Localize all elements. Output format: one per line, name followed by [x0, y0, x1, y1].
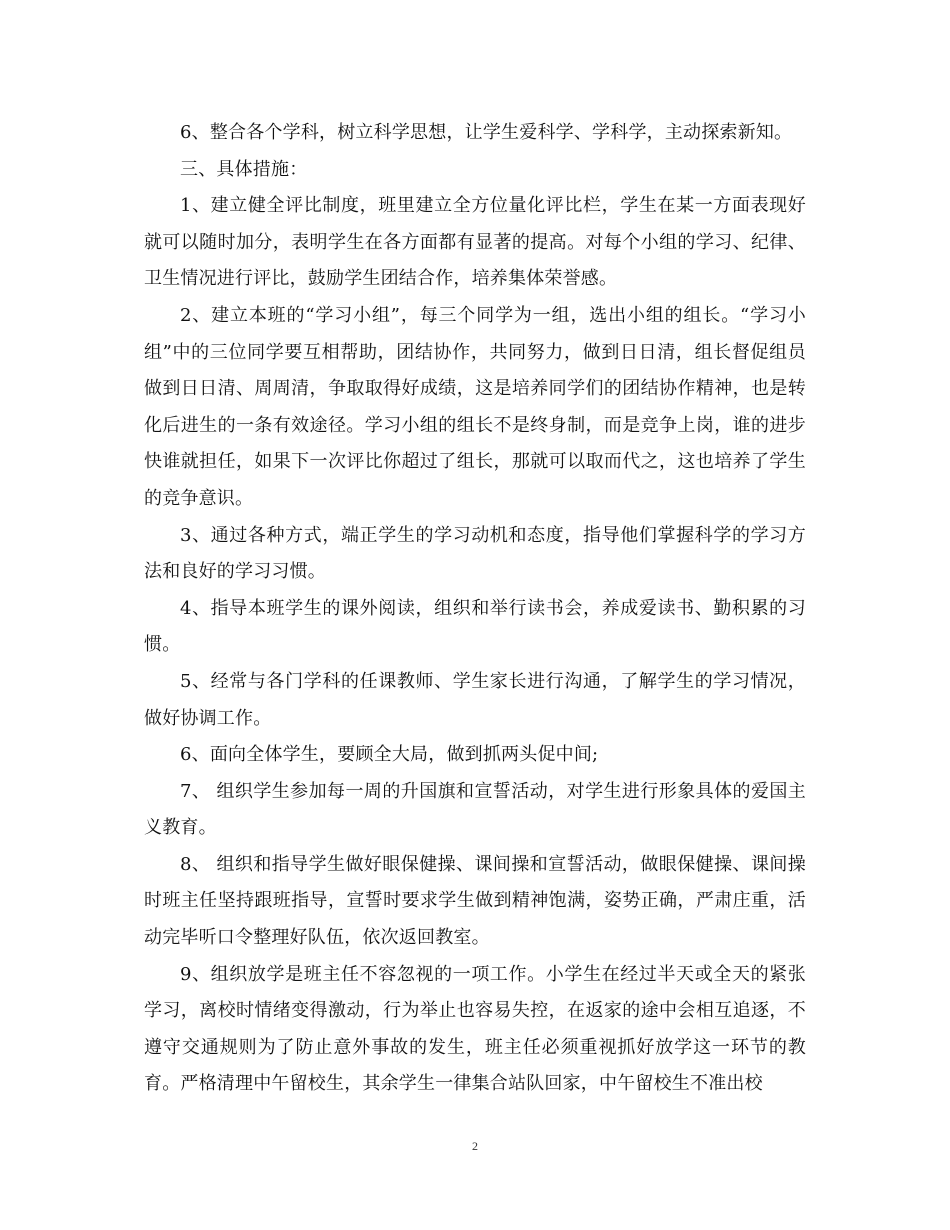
paragraph-measure-9: 9、组织放学是班主任不容忽视的一项工作。小学生在经过半天或全天的紧张学习，离校时情绪变得激动，行为举止也容易失控，在返家的途中会相互追逐，不遵守交通规则为了防止意外事故的发生，班主任必须重视抓好放学这一环节的教育。严格清理中午留校生，其余学生一律集合站队回家，中午留校生不准出校 — [144, 963, 806, 1095]
paragraph-measure-2: 2、建立本班的“学习小组”，每三个同学为一组，选出小组的组长。“学习小组”中的三位同学要互相帮助，团结协作，共同努力，做到日日清，组长督促组员做到日日清、周周清，争取取得好成绩，这是培养同学们的团结协作精神，也是转化后进生的一条有效途径。学习小组的组长不是终身制，而是竞争上岗，谁的进步快谁就担任，如果下一次评比你超过了组长，那就可以取而代之，这也培养了学生的竞争意识。 — [144, 304, 806, 509]
paragraph-measure-4: 4、指导本班学生的课外阅读，组织和举行读书会，养成爱读书、勤积累的习惯。 — [144, 597, 806, 656]
paragraph-measure-5: 5、经常与各门学科的任课教师、学生家长进行沟通，了解学生的学习情况，做好协调工作。 — [144, 670, 806, 729]
section-heading-measures: 三、具体措施： — [180, 158, 308, 180]
paragraph-measure-3: 3、通过各种方式，端正学生的学习动机和态度，指导他们掌握科学的学习方法和良好的学习习惯。 — [144, 524, 806, 583]
paragraph-measure-6: 6、面向全体学生，要顾全大局，做到抓两头促中间; — [180, 744, 599, 766]
document-body — [144, 115, 806, 1103]
paragraph-measure-1: 1、建立健全评比制度，班里建立全方位量化评比栏，学生在某一方面表现好就可以随时加分，表明学生在各方面都有显著的提高。对每个小组的学习、纪律、卫生情况进行评比，鼓励学生团结合作，培养集体荣誉感。 — [144, 195, 806, 290]
paragraph-measure-8: 8、 组织和指导学生做好眼保健操、课间操和宣誓活动，做眼保健操、课间操时班主任坚持跟班指导，宣誓时要求学生做到精神饱满，姿势正确，严肃庄重，活动完毕听口令整理好队伍，依次返回教室。 — [144, 853, 806, 949]
page-number: 2 — [472, 1139, 478, 1153]
paragraph-measure-7: 7、 组织学生参加每一周的升国旗和宣誓活动，对学生进行形象具体的爱国主义教育。 — [144, 780, 806, 839]
paragraph-goal-6: 6、整合各个学科，树立科学思想，让学生爱科学、学科学，主动探索新知。 — [180, 122, 793, 143]
